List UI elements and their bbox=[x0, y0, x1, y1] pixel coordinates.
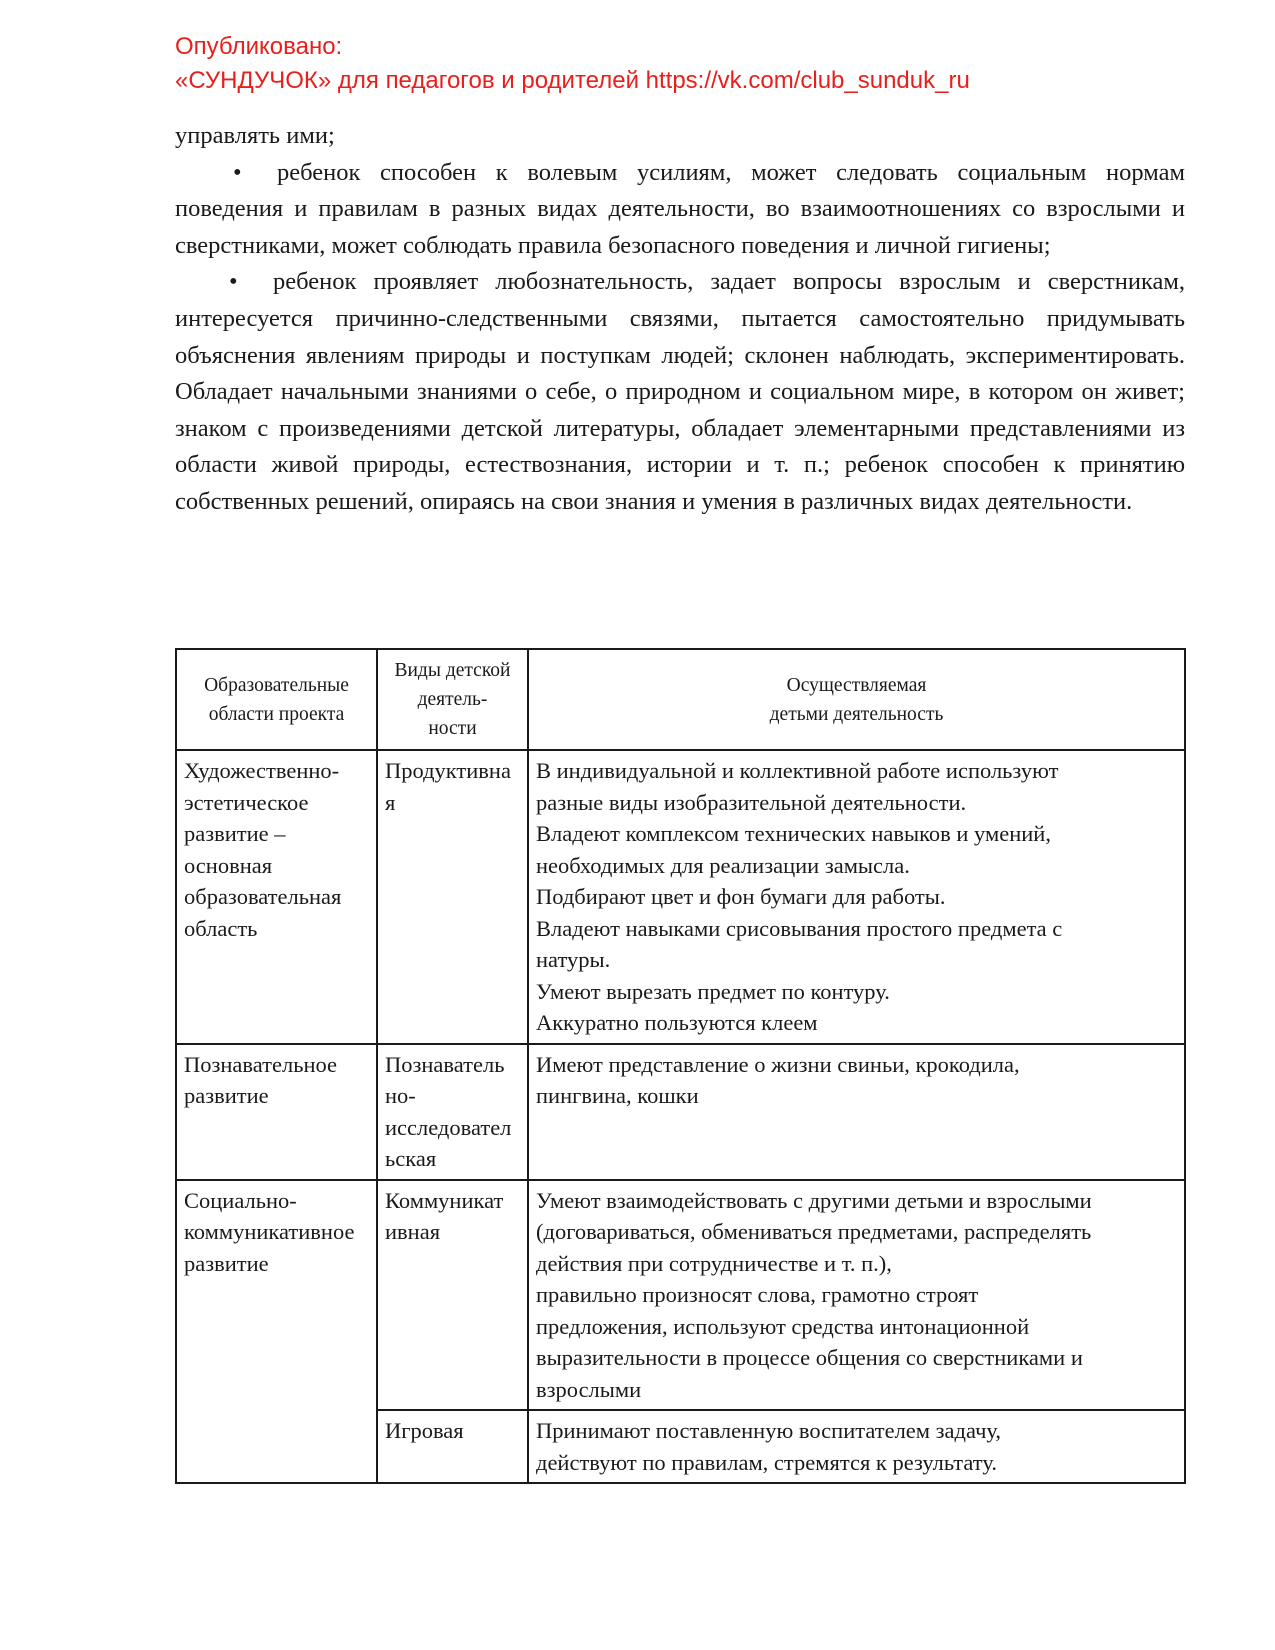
table-row bbox=[176, 750, 1185, 1044]
cell-kind: Игровая bbox=[377, 1410, 528, 1483]
cell-area: Художественно- эстетическое развитие – основная образовательная область bbox=[176, 750, 377, 1044]
continuation-line: управлять ими; bbox=[175, 122, 335, 149]
header-children-activity: Осуществляемая детьми деятельность bbox=[528, 649, 1185, 750]
header-educational-areas: Образовательные области проекта bbox=[176, 649, 377, 750]
header-source-link[interactable]: «СУНДУЧОК» для педагогов и родителей https://vk.com/club_sunduk_ru bbox=[175, 67, 970, 94]
bullet-text-1: ребенок способен к волевым усилиям, может следовать социальным нормам поведения и правилам в разных видах деятельности, во взаимоотношениях со взрослыми и сверстниками, может соблюдать правила безопасного поведения и личной гигиены; bbox=[175, 158, 1185, 259]
cell-area: Познавательное развитие bbox=[176, 1044, 377, 1180]
body-text bbox=[175, 118, 1185, 521]
bullet-paragraph-2 bbox=[175, 264, 1185, 520]
table-row bbox=[176, 1180, 1185, 1411]
header-activity-types: Виды детской деятель- ности bbox=[377, 649, 528, 750]
cell-area: Социально- коммуникативное развитие bbox=[176, 1180, 377, 1484]
cell-kind: Познаватель но- исследовател ьская bbox=[377, 1044, 528, 1180]
bullet-paragraph-1 bbox=[175, 155, 1185, 265]
bullet-icon: • bbox=[229, 268, 238, 296]
table-header-row bbox=[176, 649, 1185, 750]
activities-table bbox=[175, 648, 1186, 1484]
header-published-label: Опубликовано: bbox=[175, 33, 343, 60]
bullet-text-2: ребенок проявляет любознательность, задает вопросы взрослым и сверстникам, интересуется причинно-следственными связями, пытается самостоятельно придумывать объяснения явлениям природы и поступкам людей; склонен наблюдать, экспериментировать. Обладает начальными знаниями о себе, о природном и социальном мире, в котором он живет; знаком с произведениями детской литературы, обладает элементарными представлениями из области живой природы, естествознания, истории и т. п.; ребенок способен к принятию собственных решений, опираясь на свои знания и умения в различных видах деятельности. bbox=[175, 268, 1185, 515]
table-row bbox=[176, 1044, 1185, 1180]
publication-header bbox=[175, 30, 970, 98]
cell-kind: Продуктивна я bbox=[377, 750, 528, 1044]
cell-activity: Принимают поставленную воспитателем задачу, действуют по правилам, стремятся к результату. bbox=[528, 1410, 1185, 1483]
cell-activity: Умеют взаимодействовать с другими детьми и взрослыми (договариваться, обмениваться предметами, распределять действия при сотрудничестве и т. п.), правильно произносят слова, грамотно строят предложения, используют средства интонационной выразительности в процессе общения со сверстниками и взрослыми bbox=[528, 1180, 1185, 1411]
cell-activity: В индивидуальной и коллективной работе используют разные виды изобразительной деятельности. Владеют комплексом технических навыков и умений, необходимых для реализации замысла. Подбирают цвет и фон бумаги для работы. Владеют навыками срисовывания простого предмета с натуры. Умеют вырезать предмет по контуру. Аккуратно пользуются клеем bbox=[528, 750, 1185, 1044]
cell-activity: Имеют представление о жизни свиньи, крокодила, пингвина, кошки bbox=[528, 1044, 1185, 1180]
bullet-icon: • bbox=[233, 158, 242, 186]
cell-kind: Коммуникат ивная bbox=[377, 1180, 528, 1411]
